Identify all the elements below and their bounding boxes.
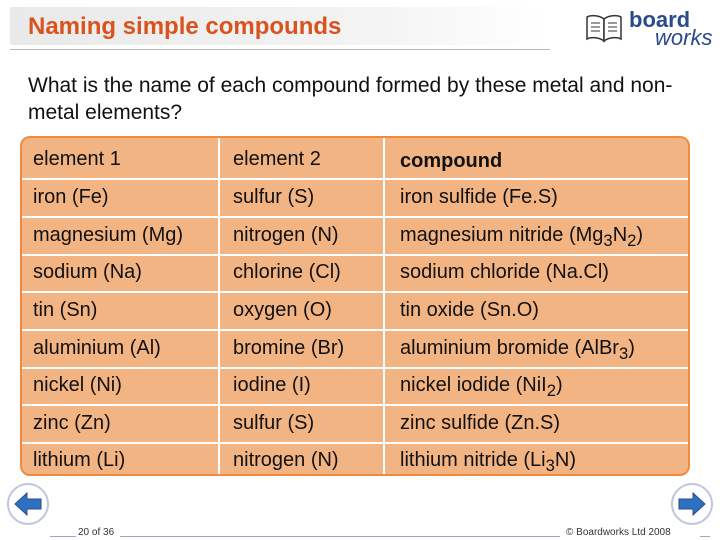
column-divider [218, 138, 220, 474]
element-1-cell: nickel (Ni) [33, 374, 122, 396]
row-divider [22, 367, 688, 369]
compound-cell: lithium nitride $(Li_3N)$ [400, 449, 576, 475]
footer-divider [50, 536, 76, 537]
logo-text-works: works [655, 25, 713, 50]
column-divider [383, 138, 385, 474]
open-book-icon [585, 13, 623, 43]
boardworks-logo [585, 5, 717, 53]
compound-cell: iron sulfide (Fe.S) [400, 186, 558, 208]
element-1-cell: magnesium (Mg) [33, 224, 184, 246]
element-2-cell: bromine (Br) [233, 337, 345, 359]
compound-cell: zinc sulfide (Zn.S) [400, 412, 561, 434]
element-2-cell: chlorine (Cl) [233, 261, 341, 283]
page-title: Naming simple compounds [28, 13, 342, 40]
element-1-cell: tin (Sn) [33, 299, 98, 321]
element-1-cell: iron (Fe) [33, 186, 109, 208]
element-1-cell: lithium (Li) [33, 449, 126, 471]
row-divider [22, 254, 688, 256]
row-divider [22, 404, 688, 406]
previous-slide-button[interactable] [6, 482, 50, 526]
element-2-cell: nitrogen (N) [233, 224, 339, 246]
compound-cell: aluminium bromide (AlBr$_3$) [400, 337, 635, 363]
element-1-cell: aluminium (Al) [33, 337, 161, 359]
compound-cell: tin oxide (Sn.O) [400, 299, 539, 321]
next-slide-button[interactable] [670, 482, 714, 526]
page-number: 20 of 36 [78, 527, 115, 538]
copyright-text: © Boardworks Ltd 2008 [566, 527, 671, 538]
element-2-cell: iodine (I) [233, 374, 311, 396]
row-divider [22, 291, 688, 293]
header-element-2: element 2 [233, 148, 321, 170]
header-compound: compound [400, 150, 503, 172]
compound-cell: magnesium nitride $(Mg_3N_2)$ [400, 224, 644, 250]
element-2-cell: sulfur (S) [233, 412, 315, 434]
element-2-cell: oxygen (O) [233, 299, 332, 321]
compound-cell: sodium chloride (Na.Cl) [400, 261, 609, 283]
compounds-table [20, 136, 690, 476]
element-2-cell: sulfur (S) [233, 186, 315, 208]
title-divider [10, 49, 550, 50]
logo-text-board: board [629, 7, 691, 32]
element-2-cell: nitrogen (N) [233, 449, 339, 471]
header-element-1: element 1 [33, 148, 121, 170]
element-1-cell: zinc (Zn) [33, 412, 111, 434]
row-divider [22, 329, 688, 331]
footer-divider [120, 536, 560, 537]
footer-divider [700, 536, 710, 537]
row-divider [22, 442, 688, 444]
compound-cell: nickel iodide (NiI$_2$) [400, 374, 563, 400]
row-divider [22, 216, 688, 218]
question-text: What is the name of each compound formed by these metal and non-metal elements? [28, 74, 673, 124]
row-divider [22, 178, 688, 180]
element-1-cell: sodium (Na) [33, 261, 142, 283]
